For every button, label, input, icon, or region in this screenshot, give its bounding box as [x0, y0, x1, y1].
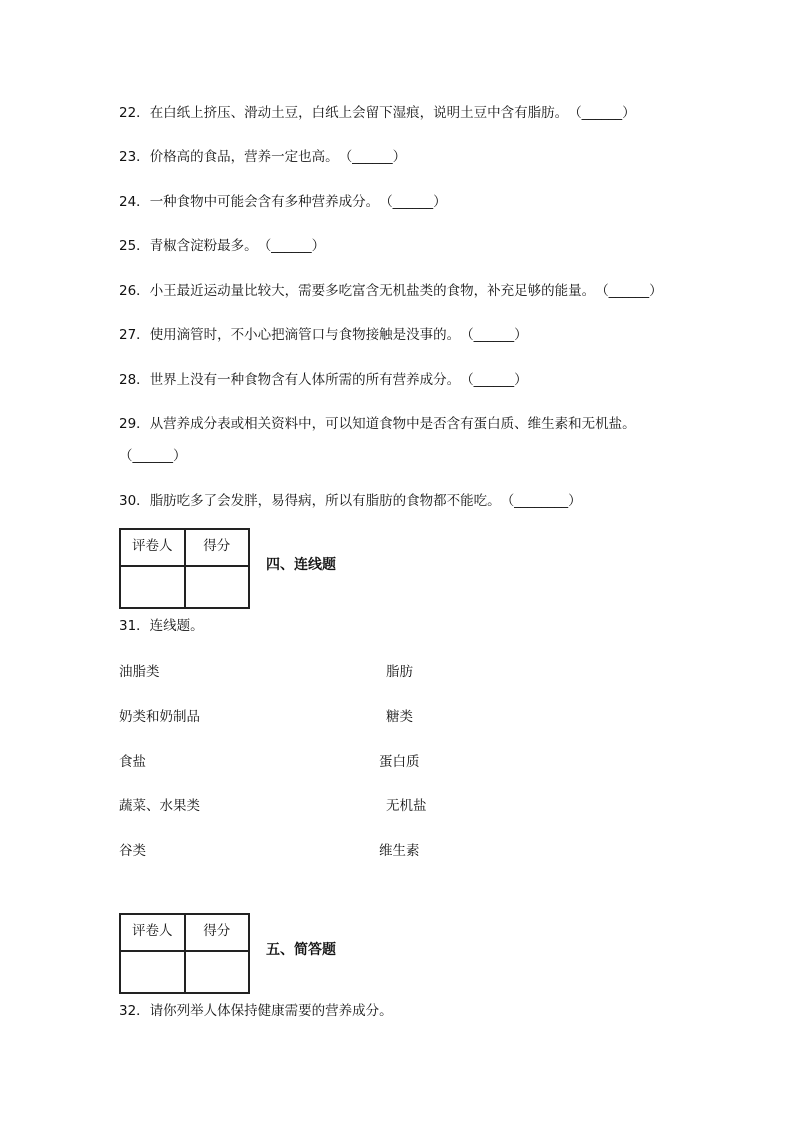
question-24 [119, 193, 447, 211]
question-32: 32．请你列举人体保持健康需要的营养成分。 [119, 1003, 393, 1019]
question-number: 25． [119, 238, 150, 254]
question-25 [119, 237, 325, 255]
match-left-item[interactable]: 食盐 [119, 754, 146, 770]
question-number: 22． [119, 105, 150, 121]
question-text: 价格高的食品，营养一定也高。 [149, 149, 339, 165]
score-cell[interactable] [185, 951, 250, 993]
match-right-item[interactable]: 无机盐 [386, 798, 427, 814]
question-text: 世界上没有一种食物含有人体所需的所有营养成分。 [149, 372, 461, 388]
answer-blank[interactable]: （______） [568, 105, 636, 121]
section4-title: 四、连线题 [266, 557, 336, 573]
match-right-item[interactable]: 蛋白质 [379, 754, 420, 770]
question-28 [119, 371, 528, 389]
question-text: 青椒含淀粉最多。 [149, 238, 258, 254]
question-number: 27． [119, 327, 150, 343]
grade-box-section4 [119, 528, 250, 609]
question-text: 小王最近运动量比较大，需要多吃富含无机盐类的食物，补充足够的能量。 [149, 283, 596, 299]
question-number: 24． [119, 194, 150, 210]
answer-blank[interactable]: （______） [460, 372, 528, 388]
match-left-item[interactable]: 油脂类 [119, 664, 160, 680]
question-number: 29． [119, 416, 150, 432]
reviewer-label: 评卷人 [120, 529, 185, 566]
answer-blank[interactable]: （______） [119, 448, 187, 464]
question-text: 在白纸上挤压、滑动土豆，白纸上会留下湿痕，说明土豆中含有脂肪。 [149, 105, 569, 121]
reviewer-label: 评卷人 [120, 914, 185, 951]
question-text: 一种食物中可能会含有多种营养成分。 [149, 194, 380, 210]
question-text: 从营养成分表或相关资料中，可以知道食物中是否含有蛋白质、维生素和无机盐。 [149, 416, 636, 432]
answer-blank[interactable]: （______） [460, 327, 528, 343]
reviewer-cell[interactable] [120, 951, 185, 993]
question-text: 使用滴管时，不小心把滴管口与食物接触是没事的。 [149, 327, 461, 343]
question-number: 26． [119, 283, 150, 299]
question-26 [119, 282, 663, 300]
answer-blank[interactable]: （______） [595, 283, 663, 299]
question-29 [119, 415, 636, 433]
question-27 [119, 326, 528, 344]
score-label: 得分 [185, 529, 250, 566]
question-29-answer-line [119, 447, 187, 465]
match-right-item[interactable]: 糖类 [386, 709, 413, 725]
answer-blank[interactable]: （______） [257, 238, 326, 254]
grade-box-section5 [119, 913, 250, 994]
section5-title: 五、简答题 [266, 942, 336, 958]
question-23 [119, 148, 406, 166]
question-number: 28． [119, 372, 150, 388]
question-31: 31．连线题。 [119, 618, 204, 634]
question-number: 23． [119, 149, 150, 165]
question-30 [119, 492, 582, 510]
score-label: 得分 [185, 914, 250, 951]
match-left-item[interactable]: 奶类和奶制品 [119, 709, 200, 725]
match-left-item[interactable]: 谷类 [119, 843, 146, 859]
match-right-item[interactable]: 脂肪 [386, 664, 413, 680]
match-left-item[interactable]: 蔬菜、水果类 [119, 798, 200, 814]
question-text: 脂肪吃多了会发胖，易得病，所以有脂肪的食物都不能吃。 [149, 493, 501, 509]
reviewer-cell[interactable] [120, 566, 185, 608]
question-number: 30． [119, 493, 150, 509]
score-cell[interactable] [185, 566, 250, 608]
answer-blank[interactable]: （______） [379, 194, 447, 210]
match-right-item[interactable]: 维生素 [379, 843, 420, 859]
answer-blank[interactable]: （______） [338, 149, 407, 165]
answer-blank[interactable]: （________） [500, 493, 582, 509]
question-22 [119, 104, 636, 122]
